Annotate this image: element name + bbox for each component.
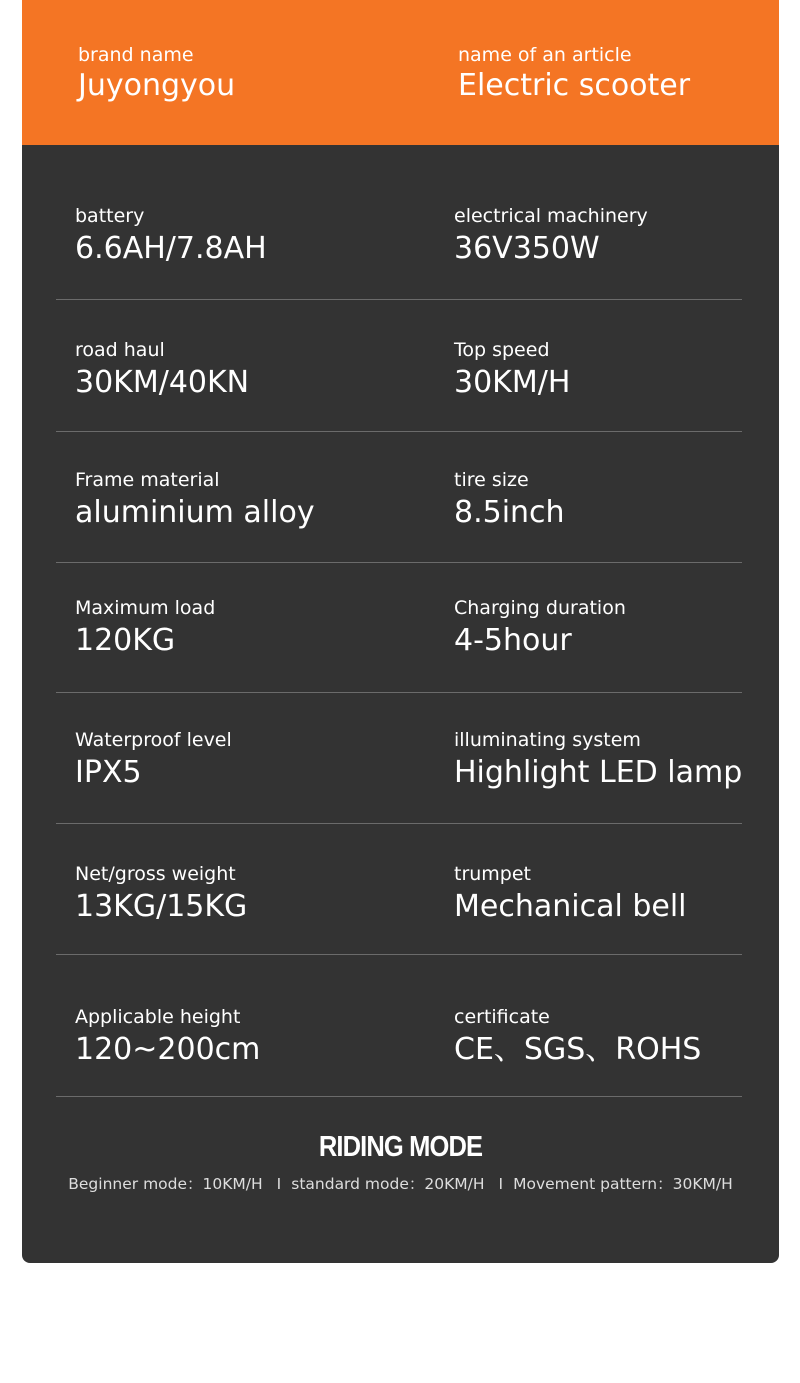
spec-tire-size <box>454 468 565 532</box>
spec-label: road haul <box>75 339 165 361</box>
spec-applicable-height <box>75 1005 260 1069</box>
mode-standard: standard mode：20KM/H <box>291 1175 485 1193</box>
spec-label: Frame material <box>75 469 220 491</box>
spec-label: electrical machinery <box>454 205 648 227</box>
brand-block <box>78 44 235 106</box>
spec-value: IPX5 <box>75 755 142 790</box>
spec-value: 120~200cm <box>75 1032 261 1067</box>
spec-label: tire size <box>454 469 529 491</box>
row-divider <box>56 1096 742 1097</box>
spec-label: certificate <box>454 1006 550 1028</box>
brand-value: Juyongyou <box>78 68 236 103</box>
brand-label: brand name <box>78 44 194 66</box>
spec-value: 4-5hour <box>454 623 572 658</box>
spec-battery <box>75 204 267 268</box>
spec-waterproof-level <box>75 728 232 792</box>
row-divider <box>56 299 742 300</box>
row-divider <box>56 431 742 432</box>
spec-value: Mechanical bell <box>454 889 687 924</box>
spec-label: illuminating system <box>454 729 641 751</box>
spec-value: 36V350W <box>454 231 600 266</box>
spec-label: Applicable height <box>75 1006 241 1028</box>
spec-max-load <box>75 596 215 660</box>
spec-label: Net/gross weight <box>75 863 236 885</box>
spec-weight <box>75 862 247 926</box>
article-value: Electric scooter <box>458 68 691 103</box>
spec-value: CE、SGS、ROHS <box>454 1032 702 1067</box>
row-divider <box>56 823 742 824</box>
spec-illuminating-system <box>454 728 742 792</box>
spec-value: 8.5inch <box>454 495 565 530</box>
spec-label: Waterproof level <box>75 729 232 751</box>
spec-value: 30KM/40KN <box>75 365 250 400</box>
spec-value: 120KG <box>75 623 176 658</box>
spec-frame-material <box>75 468 315 532</box>
mode-separator: I <box>276 1175 282 1193</box>
spec-value: 13KG/15KG <box>75 889 248 924</box>
spec-card <box>22 0 779 1263</box>
spec-value: aluminium alloy <box>75 495 315 530</box>
spec-value: Highlight LED lamp <box>454 755 743 790</box>
article-block <box>458 44 690 106</box>
article-label: name of an article <box>458 44 632 66</box>
spec-label: Charging duration <box>454 597 626 619</box>
spec-trumpet <box>454 862 687 926</box>
row-divider <box>56 692 742 693</box>
header-banner <box>22 0 779 145</box>
spec-road-haul <box>75 338 249 402</box>
mode-movement: Movement pattern：30KM/H <box>513 1175 733 1193</box>
riding-mode-title: RIDING MODE <box>318 1131 483 1163</box>
spec-motor <box>454 204 648 268</box>
spec-charging-duration <box>454 596 626 660</box>
spec-label: Top speed <box>454 339 550 361</box>
spec-label: Maximum load <box>75 597 216 619</box>
spec-top-speed <box>454 338 570 402</box>
mode-beginner: Beginner mode：10KM/H <box>68 1175 263 1193</box>
spec-value: 6.6AH/7.8AH <box>75 231 267 266</box>
mode-separator: I <box>498 1175 504 1193</box>
spec-label: trumpet <box>454 863 532 885</box>
row-divider <box>56 954 742 955</box>
spec-certificate <box>454 1005 701 1069</box>
spec-value: 30KM/H <box>454 365 571 400</box>
row-divider <box>56 562 742 563</box>
riding-modes-line <box>22 1173 779 1195</box>
spec-label: battery <box>75 205 145 227</box>
